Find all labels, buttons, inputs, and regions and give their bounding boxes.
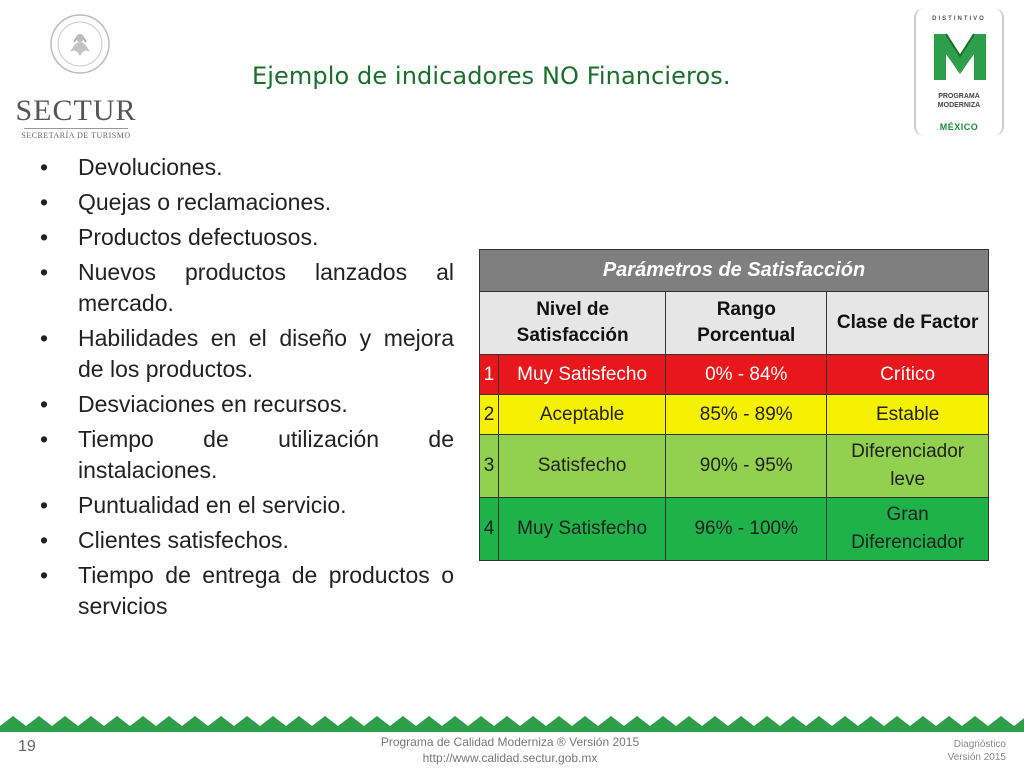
list-item: • Tiempo de utilización de instalaciones.	[40, 426, 454, 483]
satisfaction-level: Muy Satisfecho	[499, 498, 666, 561]
zigzag-tooth	[728, 716, 754, 726]
zigzag-tooth	[104, 716, 130, 726]
percentage-range: 85% - 89%	[666, 395, 827, 435]
zigzag-tooth	[364, 716, 390, 726]
table-header-row	[480, 292, 989, 355]
satisfaction-table	[479, 249, 989, 561]
zigzag-tooth	[0, 716, 26, 726]
column-header: Rango Porcentual	[666, 292, 827, 355]
list-item: • Clientes satisfechos.	[40, 527, 289, 553]
distintivo-m-logo	[914, 8, 1004, 136]
zigzag-tooth	[442, 716, 468, 726]
percentage-range: 90% - 95%	[666, 435, 827, 498]
footer-url: http://www.calidad.sectur.gob.mx	[422, 751, 598, 765]
satisfaction-level: Aceptable	[499, 395, 666, 435]
zigzag-tooth	[130, 716, 156, 726]
factor-class: Gran Diferenciador	[827, 498, 989, 561]
zigzag-tooth	[286, 716, 312, 726]
zigzag-tooth	[26, 716, 52, 726]
zigzag-tooth	[624, 716, 650, 726]
table-row	[480, 498, 989, 561]
table-row	[480, 355, 989, 395]
percentage-range: 0% - 84%	[666, 355, 827, 395]
list-item: • Nuevos productos lanzados al mercado.	[40, 259, 454, 316]
zigzag-tooth	[156, 716, 182, 726]
table-title: Parámetros de Satisfacción	[480, 250, 989, 292]
factor-class: Crítico	[827, 355, 989, 395]
mexican-seal-icon	[48, 12, 112, 82]
zigzag-tooth	[312, 716, 338, 726]
decorative-zigzag-border	[0, 716, 1024, 732]
list-item: • Productos defectuosos.	[40, 224, 319, 250]
zigzag-tooth	[832, 716, 858, 726]
row-number: 3	[480, 435, 499, 498]
satisfaction-level: Satisfecho	[499, 435, 666, 498]
zigzag-tooth	[910, 716, 936, 726]
sectur-subtitle: SECRETARÍA DE TURISMO	[21, 131, 131, 140]
row-number: 2	[480, 395, 499, 435]
mexico-label: MÉXICO	[939, 122, 979, 132]
indicator-list	[36, 152, 454, 626]
row-number: 1	[480, 355, 499, 395]
zigzag-tooth	[546, 716, 572, 726]
zigzag-tooth	[494, 716, 520, 726]
sectur-logo	[10, 8, 138, 138]
factor-class: Diferenciador leve	[827, 435, 989, 498]
zigzag-tooth	[182, 716, 208, 726]
zigzag-tooth	[598, 716, 624, 726]
satisfaction-level: Muy Satisfecho	[499, 355, 666, 395]
zigzag-tooth	[962, 716, 988, 726]
moderniza-m-icon	[932, 30, 988, 82]
zigzag-tooth	[988, 716, 1014, 726]
row-number: 4	[480, 498, 499, 561]
table-row	[480, 395, 989, 435]
zigzag-tooth	[1014, 716, 1024, 726]
sectur-divider	[24, 128, 128, 129]
column-header: Nivel de Satisfacción	[480, 292, 666, 355]
zigzag-tooth	[702, 716, 728, 726]
zigzag-tooth	[676, 716, 702, 726]
zigzag-tooth	[234, 716, 260, 726]
slide-title: Ejemplo de indicadores NO Financieros.	[252, 62, 731, 90]
zigzag-tooth	[936, 716, 962, 726]
zigzag-tooth	[468, 716, 494, 726]
distintivo-label: DISTINTIVO	[932, 16, 986, 22]
zigzag-tooth	[338, 716, 364, 726]
programa-label: PROGRAMA MODERNIZA	[937, 93, 981, 109]
zigzag-tooth	[780, 716, 806, 726]
table-row	[480, 435, 989, 498]
footer-program-name: Programa de Calidad Moderniza ® Versión 2015	[380, 735, 640, 749]
list-item: • Devoluciones.	[40, 154, 223, 180]
zigzag-tooth	[208, 716, 234, 726]
zigzag-tooth	[520, 716, 546, 726]
list-item: • Tiempo de entrega de productos o servicios	[40, 562, 454, 619]
footer-diagnostic-label: Diagnóstico	[953, 739, 1006, 750]
zigzag-tooth	[806, 716, 832, 726]
list-item: • Puntualidad en el servicio.	[40, 492, 347, 518]
footer-version-label: Versión 2015	[947, 752, 1006, 763]
zigzag-tooth	[884, 716, 910, 726]
zigzag-tooth	[858, 716, 884, 726]
footer-program-info	[300, 734, 720, 766]
footer-version-info	[900, 738, 1006, 764]
percentage-range: 96% - 100%	[666, 498, 827, 561]
zigzag-tooth	[52, 716, 78, 726]
list-item: • Quejas o reclamaciones.	[40, 189, 332, 215]
zigzag-tooth	[650, 716, 676, 726]
zigzag-tooth	[754, 716, 780, 726]
page-number: 19	[18, 738, 36, 755]
list-item: • Habilidades en el diseño y mejora de los productos.	[40, 325, 454, 382]
zigzag-tooth	[78, 716, 104, 726]
zigzag-tooth	[260, 716, 286, 726]
zigzag-tooth	[572, 716, 598, 726]
column-header: Clase de Factor	[827, 292, 989, 355]
zigzag-tooth	[390, 716, 416, 726]
sectur-wordmark: SECTUR	[15, 94, 137, 127]
factor-class: Estable	[827, 395, 989, 435]
zigzag-tooth	[416, 716, 442, 726]
list-item: • Desviaciones en recursos.	[40, 391, 348, 417]
